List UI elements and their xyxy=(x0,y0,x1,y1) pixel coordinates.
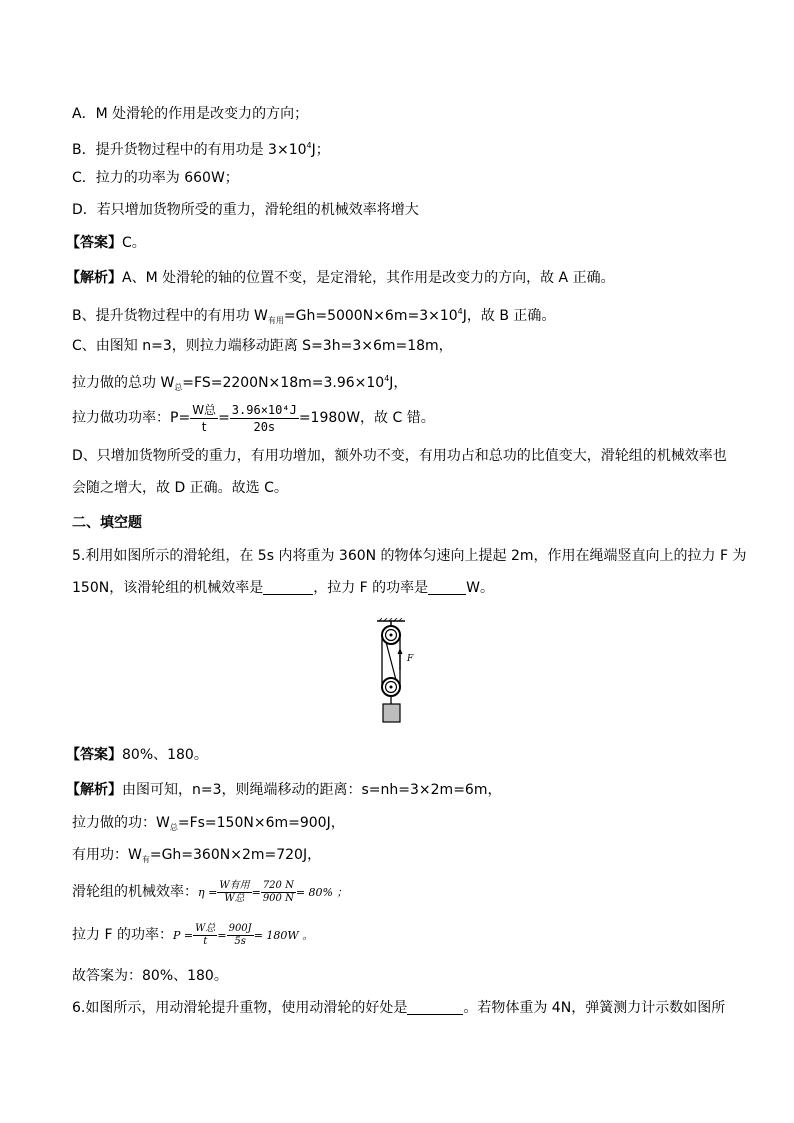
q5-final-answer: 故答案为：80%、180。 xyxy=(72,968,228,984)
q4-analysis-d1: D、只增加货物所受的重力，有用功增加，额外功不变，有用功占和总功的比值变大，滑轮组的机械效率也 xyxy=(72,448,727,464)
pulley-figure xyxy=(372,618,422,724)
option-a: A．M 处滑轮的作用是改变力的方向； xyxy=(72,106,309,122)
q4-answer: 【答案】C。 xyxy=(66,235,146,251)
q5-analysis-3: 有用功：$W_有=Gh=360N\times 2m=720J$， xyxy=(72,847,322,864)
q5-blank-efficiency xyxy=(263,580,313,595)
q4-analysis-b: B、提升货物过程中的有用功 $W_{有用}=Gh=5000N\times 6m=3\times 10^4J$，故 B 正确。 xyxy=(72,307,556,325)
q5-line1: 5.利用如图所示的滑轮组，在 5s 内将重为 360N 的物体匀速向上提起 2m，作用在绳端竖直向上的拉力 F 为 xyxy=(72,548,747,564)
section-title: 二、填空题 xyxy=(72,515,142,531)
q4-analysis-d2: 会随之增大，故 D 正确。故选 C。 xyxy=(72,480,288,496)
q5-blank-power xyxy=(428,580,466,595)
q5-analysis-power: 拉力 F 的功率：P = $\frac{\text{W总}}{t}$ = $\frac{900J}{5s}$ = 180W 。 xyxy=(72,922,314,947)
force-label: F xyxy=(407,654,414,664)
q5-analysis-1: 【解析】由图可知，n=3，则绳端移动的距离：s=nh=3×2m=6m， xyxy=(66,782,502,798)
power-fraction-symbolic: $\frac{\text{W总}}{t}$ xyxy=(192,402,217,434)
q6-line1: 6.如图所示，用动滑轮提升重物，使用动滑轮的好处是 。若物体重为 4N，弹簧测力计示数如图所 xyxy=(72,1000,726,1016)
q4-analysis-c3: 拉力做功功率：P= $\frac{\text{W总}}{t}$ = $\frac{\text{3.96×10⁴J}}{20s}$ =1980W，故 C 错。 xyxy=(72,402,435,434)
power-fraction-numeric: $\frac{\text{3.96×10⁴J}}{20s}$ xyxy=(231,402,297,434)
q6-blank-benefit xyxy=(407,1000,463,1015)
q5-analysis-2: 拉力做的功：$W_总=Fs=150N\times 6m=900J$， xyxy=(72,815,345,832)
option-b: B．提升货物过程中的有用功是 $3\times 10^4J$； xyxy=(72,141,330,158)
q5-line2: 150N，该滑轮组的机械效率是 ，拉力 F 的功率是 W。 xyxy=(72,580,494,596)
option-c: C．拉力的功率为 660W； xyxy=(72,170,239,186)
q4-analysis-a: 【解析】A、M 处滑轮的轴的位置不变，是定滑轮，其作用是改变力的方向，故 A 正确。 xyxy=(66,270,615,286)
q5-analysis-efficiency: 滑轮组的机械效率：η = $\frac{\text{W有用}}{\text{W总}}$ = $\frac{720 N}{900 N}$ = 80% ； xyxy=(72,879,348,904)
q4-analysis-c1: C、由图知 n=3，则拉力端移动距离 S=3h=3×6m=18m， xyxy=(72,338,453,354)
option-d: D．若只增加货物所受的重力，滑轮组的机械效率将增大 xyxy=(72,202,419,218)
q5-answer: 【答案】80%、180。 xyxy=(66,747,208,763)
q4-analysis-c2: 拉力做的总功 $W_总=FS=2200N\times 18m=3.96\times 10^4J$， xyxy=(72,374,408,392)
